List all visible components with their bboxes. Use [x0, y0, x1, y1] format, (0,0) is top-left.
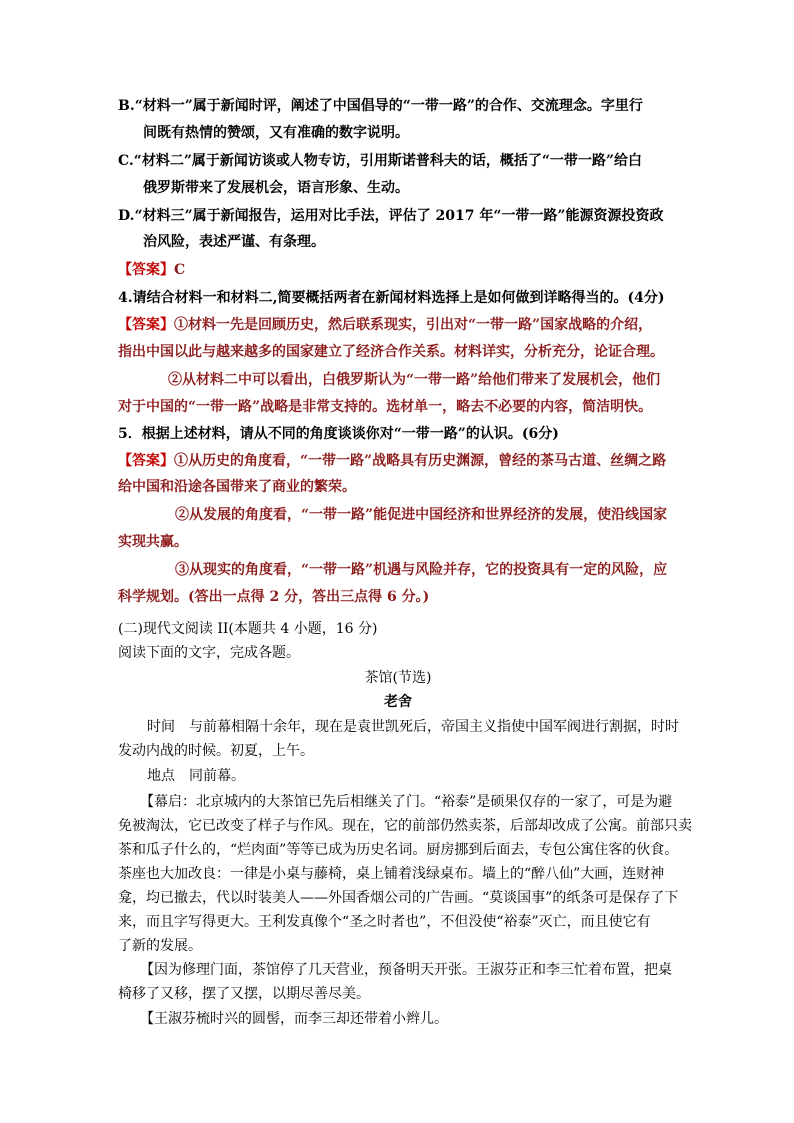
time-line-1: 时间 与前幕相隔十余年，现在是袁世凯死后，帝国主义指使中国军阀进行割据，时时 [147, 719, 679, 735]
q4-answer-line-3: ②从材料二中可以看出，白俄罗斯认为“一带一路”给他们带来了发展机会，他们 [168, 372, 661, 388]
q5-answer-line-3: ②从发展的角度看，“一带一路”能促进中国经济和世界经济的发展，使沿线国家 [175, 507, 668, 523]
section-instruction: 阅读下面的文字，完成各题。 [118, 645, 300, 661]
q4-answer-line-2: 指出中国以此与越来越多的国家建立了经济合作关系。材料详实，分析充分，论证合理。 [118, 344, 664, 360]
curtain-line-1: 【幕启：北京城内的大茶馆已先后相继关了门。“裕泰”是硕果仅存的一家了，可是为避 [140, 794, 673, 810]
q5-answer-line-5: ③从现实的角度看，“一带一路”机遇与风险并存，它的投资具有一定的风险，应 [175, 562, 668, 578]
curtain-line-6: 来，而且字写得更大。王利发真像个“圣之时者也”，不但没使“裕泰”灭亡，而且使它有 [118, 914, 651, 930]
answer-text: ①材料一先是回顾历史，然后联系现实，引出对“一带一路”国家战略的介绍， [174, 317, 653, 333]
curtain-line-3: 茶和瓜子什么的，“烂肉面”等等已成为历史名词。厨房挪到后面去，专包公寓住客的伙食。 [118, 842, 679, 858]
repair-line-1: 【因为修理门面，茶馆停了几天营业，预备明天开张。王淑芬正和李三忙着布置，把桌 [140, 962, 672, 978]
curtain-line-2: 免被淘汰，它已改变了样子与作风。现在，它的前部仍然卖茶，后部却改成了公寓。前部只卖 [118, 818, 692, 834]
section-heading: (二)现代文阅读 II(本题共 4 小题，16 分) [118, 621, 378, 637]
answer-value: C [174, 262, 186, 278]
repair-line-2: 椅移了又移，摆了又摆，以期尽善尽美。 [118, 986, 370, 1002]
option-b-line-2: 间既有热情的赞颂，又有准确的数字说明。 [143, 125, 409, 141]
passage-title: 茶馆(节选) [364, 670, 432, 686]
question-4: 4.请结合材料一和材料二,简要概括两者在新闻材料选择上是如何做到详略得当的。(4分) [118, 290, 665, 306]
answer-3 [118, 260, 185, 280]
curtain-line-5: 龛，均已撤去，代以时装美人——外国香烟公司的广告画。“莫谈国事”的纸条可是保存了下 [118, 890, 679, 906]
passage-author: 老舍 [384, 694, 412, 710]
option-c-line-2: 俄罗斯带来了发展机会，语言形象、生动。 [143, 180, 409, 196]
option-d-line-2: 治风险，表述严谨、有条理。 [143, 234, 325, 250]
q4-answer-line-1 [118, 315, 652, 335]
stage-direction-line: 【王淑芬梳时兴的圆髻，而李三却还带着小辫儿。 [140, 1011, 448, 1027]
answer-tag: 【答案】 [118, 262, 174, 278]
q4-answer-line-4: 对于中国的“一带一路”战略是非常支持的。选材单一，略去不必要的内容，简洁明快。 [118, 399, 653, 415]
curtain-line-4: 茶座也大加改良：一律是小桌与藤椅，桌上铺着浅绿桌布。墙上的“醉八仙”大画，连财神 [118, 866, 665, 882]
curtain-line-7: 了新的发展。 [118, 938, 202, 954]
time-line-2: 发动内战的时候。初夏，上午。 [118, 743, 314, 759]
answer-tag: 【答案】 [118, 317, 174, 333]
option-b-line-1: B.“材料一”属于新闻时评，阐述了中国倡导的“一带一路”的合作、交流理念。字里行 [118, 98, 643, 114]
q5-answer-line-2: 给中国和沿途各国带来了商业的繁荣。 [118, 479, 356, 495]
q5-answer-line-4: 实现共赢。 [118, 534, 188, 550]
answer-tag: 【答案】 [118, 453, 174, 469]
place-line: 地点 同前幕。 [147, 768, 245, 784]
option-c-line-1: C.“材料二”属于新闻访谈或人物专访，引用斯诺普科夫的话，概括了“一带一路”给白 [118, 153, 642, 169]
question-5: 5．根据上述材料，请从不同的角度谈谈你对“一带一路”的认识。(6分) [118, 426, 559, 442]
q5-answer-line-6: 科学规划。(答出一点得 2 分，答出三点得 6 分。) [118, 589, 430, 605]
option-d-line-1: D.“材料三”属于新闻报告，运用对比手法，评估了 2017 年“一带一路”能源资源投资政 [118, 208, 664, 224]
q5-answer-line-1 [118, 451, 666, 471]
answer-text: ①从历史的角度看，“一带一路”战略具有历史渊源，曾经的茶马古道、丝绸之路 [174, 453, 667, 469]
